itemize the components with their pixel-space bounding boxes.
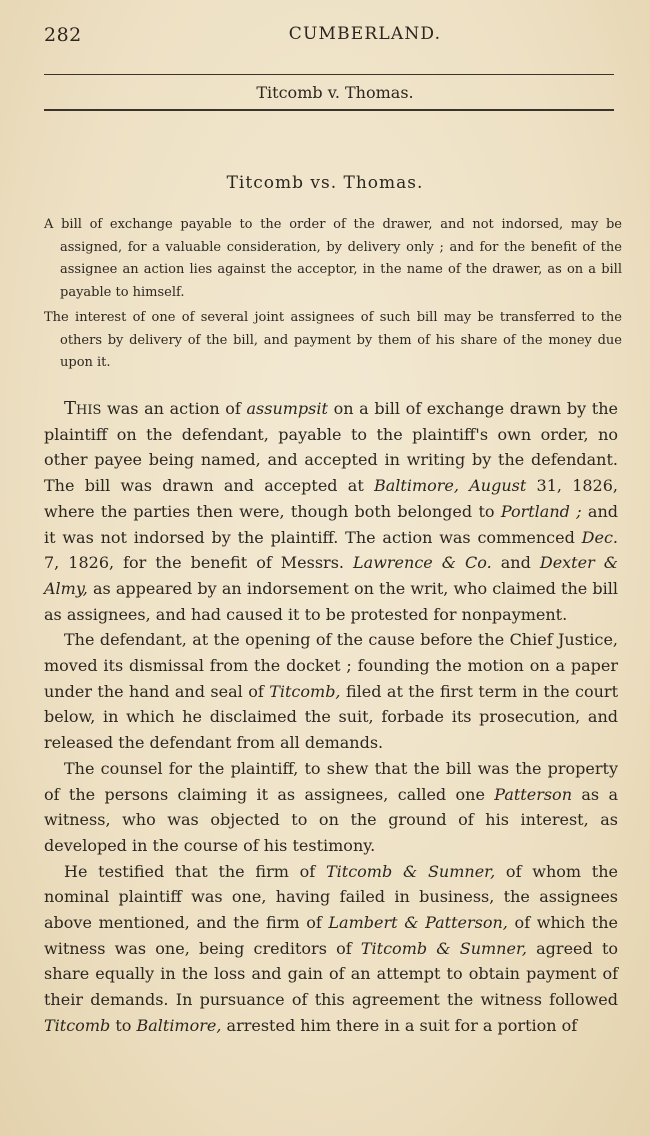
headnote: The interest of one of several joint assignees of such bill may be transferred to the others by delivery of the bill, and payment by them of his share of the money due upon it. xyxy=(44,310,622,370)
text-run: as appeared by an indorsement on the writ, who claimed the bill as assignees, and had caused it to be protested for nonpayment. xyxy=(44,578,618,624)
italic-run: Dexter & Almy, xyxy=(44,553,618,598)
italic-run: Titcomb, xyxy=(269,681,341,701)
page-number: 282 xyxy=(44,24,82,46)
headnote: A bill of exchange payable to the order of the drawer, and not indorsed, may be assigned, for a valuable consideration, by delivery only ; and for the benefit of the assignee an action lies against the acceptor, in the name of the drawer, as on a bill payable to himself. xyxy=(44,217,622,300)
text-run: as a witness, who was objected to on the ground of his interest, as developed in the course of his testimony. xyxy=(44,784,619,855)
text-run: 31, 1826, where the parties then were, though both belonged to xyxy=(44,476,619,521)
italic-run: Titcomb & Sumner, xyxy=(360,938,527,958)
running-head: CUMBERLAND. xyxy=(288,24,442,44)
italic-run: Lawrence & Co. xyxy=(353,553,492,573)
text-run: of whom the nominal plaintiff was one, having failed in business, the assignees above mentioned, and the firm of xyxy=(44,861,619,933)
case-caption: Titcomb v. Thomas. xyxy=(256,83,414,102)
text-run: He testified that the firm of xyxy=(64,861,326,881)
italic-run: assumpsit xyxy=(246,399,328,418)
italic-run: Patterson xyxy=(494,784,572,804)
paragraph xyxy=(44,756,618,859)
paragraph xyxy=(44,859,618,1039)
opinion-body xyxy=(44,396,618,1039)
text-run: filed at the first term in the court below, in which he disclaimed the suit, forbade its prosecution, and released the defendant from all demands. xyxy=(44,681,619,753)
paragraph xyxy=(44,627,618,756)
page-header xyxy=(44,24,606,52)
case-title: Titcomb vs. Thomas. xyxy=(226,173,424,193)
text-run: and it was not indorsed by the plaintiff. The action was commenced xyxy=(44,501,619,547)
text-run: The counsel for the plaintiff, to shew that the bill was the property of the persons claiming it as assignees, called one xyxy=(44,758,618,804)
text-run: The defendant, at the opening of the cause before the Chief Justice, moved its dismissal from the docket ; founding the motion on a paper under the hand and seal of xyxy=(44,630,618,701)
italic-run: Dec. xyxy=(581,527,618,547)
text-run: to xyxy=(110,1015,137,1035)
italic-run: Portland ; xyxy=(500,501,582,521)
text-run: and xyxy=(491,553,540,573)
paragraph xyxy=(44,396,618,627)
lead-word: This xyxy=(64,398,102,419)
italic-run: Titcomb & Sumner, xyxy=(325,861,496,881)
italic-run: Lambert & Patterson, xyxy=(328,913,508,933)
text-run: on a bill of exchange drawn by the plaintiff on the defendant, payable to the plaintiff's own order, no other payee being named, and accepted in writing by the defendant. The bill was drawn and accepted at xyxy=(44,399,618,496)
text-run: agreed to share equally in the loss and gain of an attempt to obtain payment of their demands. In pursuance of this agreement the witness followed xyxy=(44,938,619,1010)
italic-run: Baltimore, August xyxy=(374,476,527,496)
italic-run: Baltimore, xyxy=(136,1015,222,1035)
header-rule-bottom xyxy=(44,109,614,111)
header-rule-top xyxy=(44,74,614,75)
italic-run: Titcomb xyxy=(44,1015,111,1035)
text-run: was an action of xyxy=(101,399,247,418)
text-run: of which the witness was one, being creditors of xyxy=(44,913,619,958)
text-run: arrested him there in a suit for a portion of xyxy=(221,1015,578,1035)
text-run: 7, 1826, for the benefit of Messrs. xyxy=(44,553,354,573)
headnotes xyxy=(44,214,622,378)
